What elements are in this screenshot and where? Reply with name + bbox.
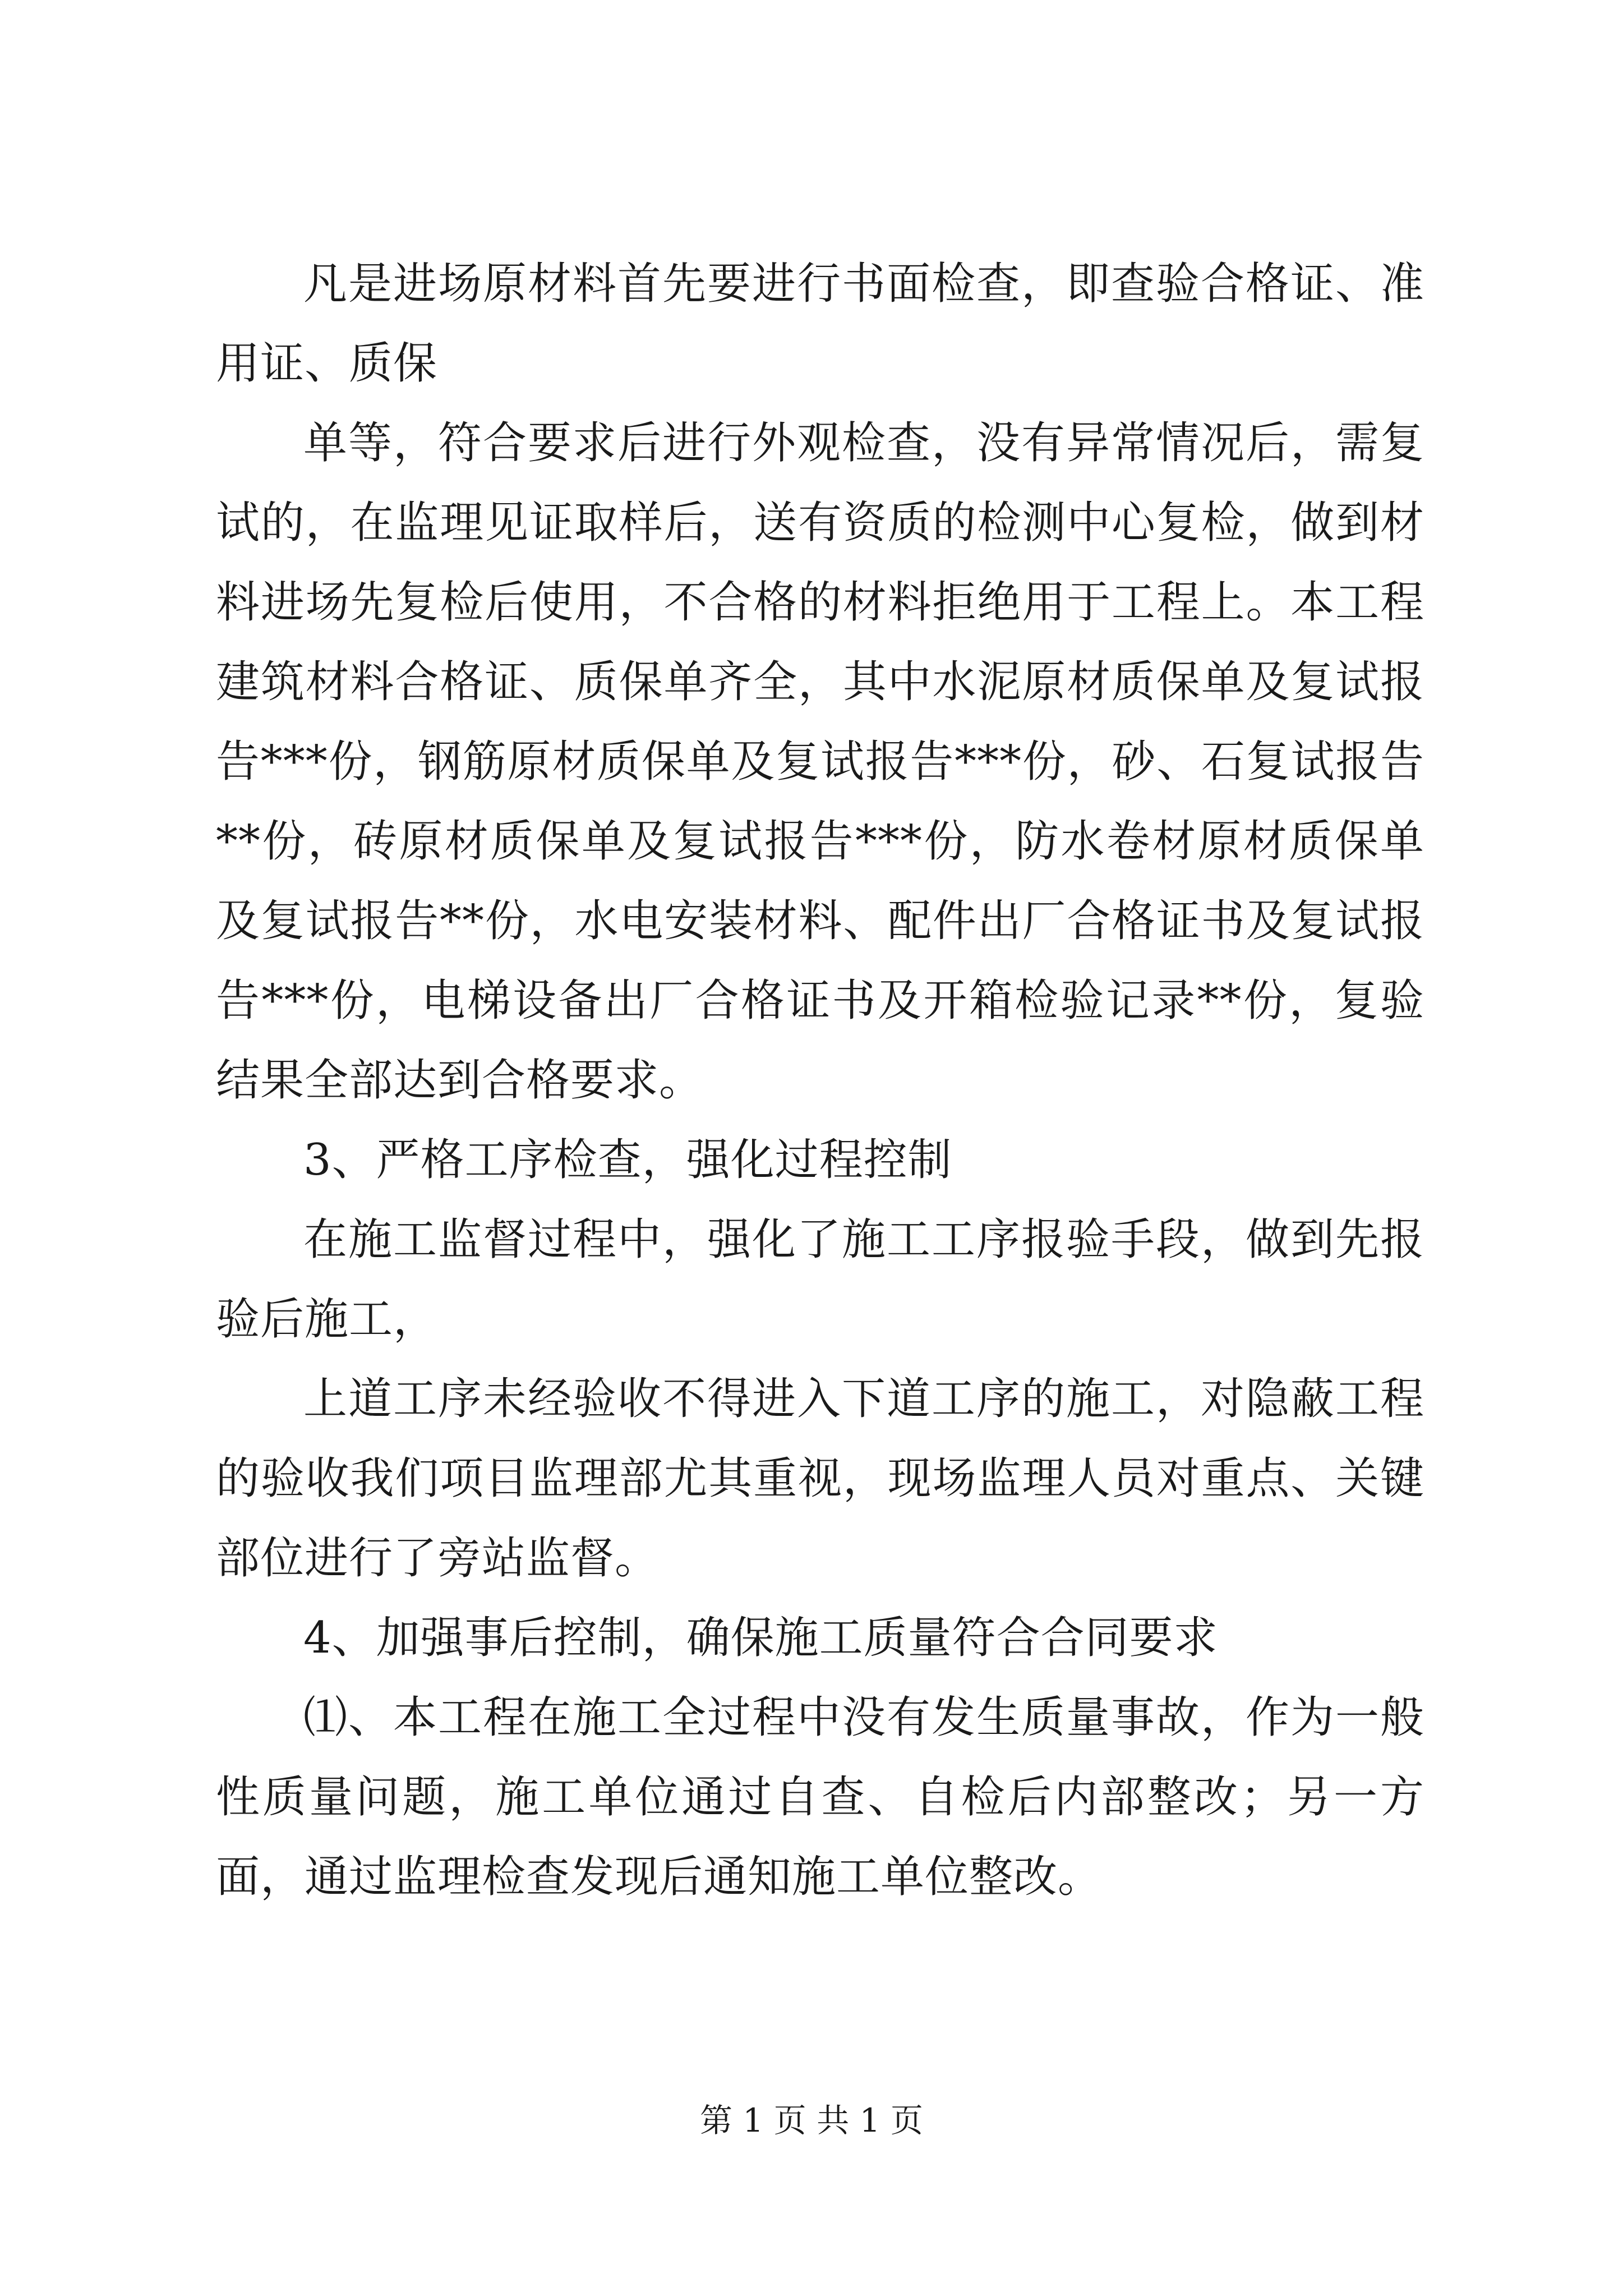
paragraph-process-control-intro: 在施工监督过程中，强化了施工工序报验手段，做到先报验后施工， bbox=[216, 1214, 1424, 1345]
paragraph-material-inspection-details: 单等，符合要求后进行外观检查，没有异常情况后，需复试的，在监理见证取样后，送有资质的检测中心复检，做到材料进场先复检后使用，不合格的材料拒绝用于工程上。本工程建筑材料合格证、质保单齐全，其中水泥原材质保单及复试报告***份，钢筋原材质保单及复试报告***份，砂、石复试报告**份，砖原材质保单及复试报告***份，防水卷材原材质保单及复试报告**份，水电安装材料、配件出厂合格证书及复试报告***份，电梯设备出厂合格证书及开箱检验记录**份，复验结果全部达到合格要求。 bbox=[216, 418, 1424, 1106]
page-number-footer: 第 1 页 共 1 页 bbox=[700, 2101, 923, 2139]
section-heading-process-control: 3、严格工序检查，强化过程控制 bbox=[303, 1135, 952, 1185]
document-body bbox=[216, 244, 1424, 1917]
paragraph-process-control-details: 上道工序未经验收不得进入下道工序的施工，对隐蔽工程的验收我们项目监理部尤其重视，现场监理人员对重点、关键部位进行了旁站监督。 bbox=[216, 1374, 1424, 1584]
paragraph-quality-accident: ⑴、本工程在施工全过程中没有发生质量事故，作为一般性质量问题，施工单位通过自查、自检后内部整改；另一方面，通过监理检查发现后通知施工单位整改。 bbox=[216, 1692, 1424, 1902]
paragraph-material-inspection-intro: 凡是进场原材料首先要进行书面检查，即查验合格证、准用证、质保 bbox=[216, 259, 1424, 389]
section-heading-post-control: 4、加强事后控制，确保施工质量符合合同要求 bbox=[303, 1613, 1218, 1663]
